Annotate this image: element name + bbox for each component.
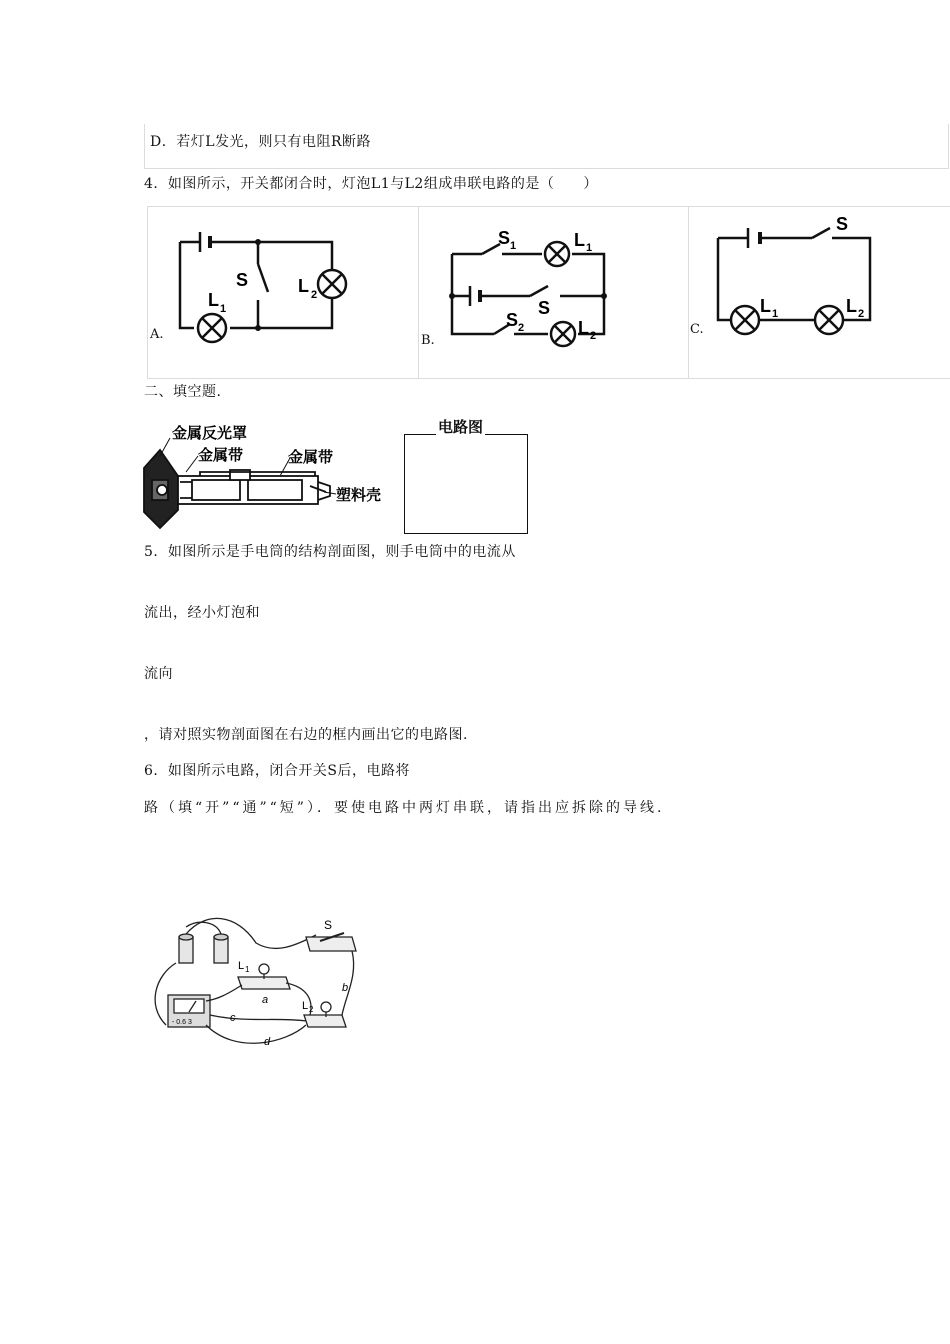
circuit-a-s-label: S: [236, 270, 249, 290]
circuit-c-l2-sub: 2: [858, 308, 865, 320]
fig6-switch-label: S: [324, 918, 333, 932]
physical-circuit-figure: [146, 915, 362, 1050]
circuit-b-s2-label: S: [506, 310, 519, 330]
q6-line2: 路（填“开”“通”“短”）．要使电路中两灯串联，请指出应拆除的导线.: [144, 800, 665, 816]
circuit-b-s1-label: S: [498, 228, 511, 248]
flashlight-shell-label: 塑料壳: [336, 487, 382, 504]
circuit-c-diagram: [708, 208, 883, 338]
circuit-b-s1-sub: 1: [510, 240, 517, 252]
circuit-b-l1-sub: 1: [586, 242, 593, 254]
q3-option-d: D．若灯L发光，则只有电阻R断路: [150, 134, 372, 150]
flashlight-reflector-label: 金属反光罩: [172, 425, 248, 442]
circuit-b-l2-label: L: [578, 318, 589, 338]
fig6-meter-scale: - 0.6 3: [172, 1019, 192, 1026]
fig6-wire-c: c: [230, 1012, 236, 1024]
circuit-b-l1-label: L: [574, 230, 585, 250]
fig6-lamp2-label: L: [302, 1000, 309, 1012]
circuit-b-s-label: S: [538, 298, 551, 318]
circuit-b-diagram: [442, 222, 617, 348]
circuit-c-l1-sub: 1: [772, 308, 779, 320]
q5-line2: 流出，经小灯泡和: [144, 605, 260, 621]
fig6-wire-b: b: [342, 982, 349, 994]
q4-option-a-label: A.: [150, 327, 164, 342]
circuit-c-l1-label: L: [760, 296, 771, 316]
q5-line1: 5．如图所示是手电筒的结构剖面图，则手电筒中的电流从: [144, 544, 516, 560]
flashlight-band2-label: 金属带: [288, 449, 334, 466]
circuit-a-l1-label: L: [208, 290, 219, 310]
q4-option-b-label: B.: [421, 333, 435, 348]
circuit-a-l1-sub: 1: [220, 303, 227, 315]
fig6-wire-a: a: [262, 994, 269, 1006]
circuit-draw-box: [404, 434, 528, 534]
section-2-heading: 二、填空题.: [144, 384, 222, 400]
q4-option-c-label: C.: [690, 322, 704, 337]
circuit-a-l2-label: L: [298, 276, 309, 296]
circuit-c-s-label: S: [836, 214, 849, 234]
flashlight-figure: [140, 420, 410, 532]
fig6-lamp1-label: L: [238, 960, 245, 972]
fig6-lamp1-sub: 1: [245, 965, 250, 974]
circuit-draw-box-title: 电路图: [436, 416, 485, 437]
q5-line3: 流向: [144, 666, 173, 682]
flashlight-band1-label: 金属带: [198, 447, 244, 464]
circuit-a-l2-sub: 2: [311, 289, 318, 301]
circuit-b-s2-sub: 2: [518, 322, 525, 334]
q6-line1: 6．如图所示电路，闭合开关S后，电路将: [144, 763, 410, 779]
circuit-b-l2-sub: 2: [590, 330, 597, 342]
circuit-c-l2-label: L: [846, 296, 857, 316]
q4-stem: 4．如图所示，开关都闭合时，灯泡L1与L2组成串联电路的是（ ）: [144, 176, 598, 192]
circuit-a-diagram: [170, 222, 350, 350]
q5-line4: ，请对照实物剖面图在右边的框内画出它的电路图.: [144, 727, 468, 743]
fig6-lamp2-sub: 2: [309, 1005, 314, 1014]
fig6-wire-d: d: [264, 1036, 271, 1048]
